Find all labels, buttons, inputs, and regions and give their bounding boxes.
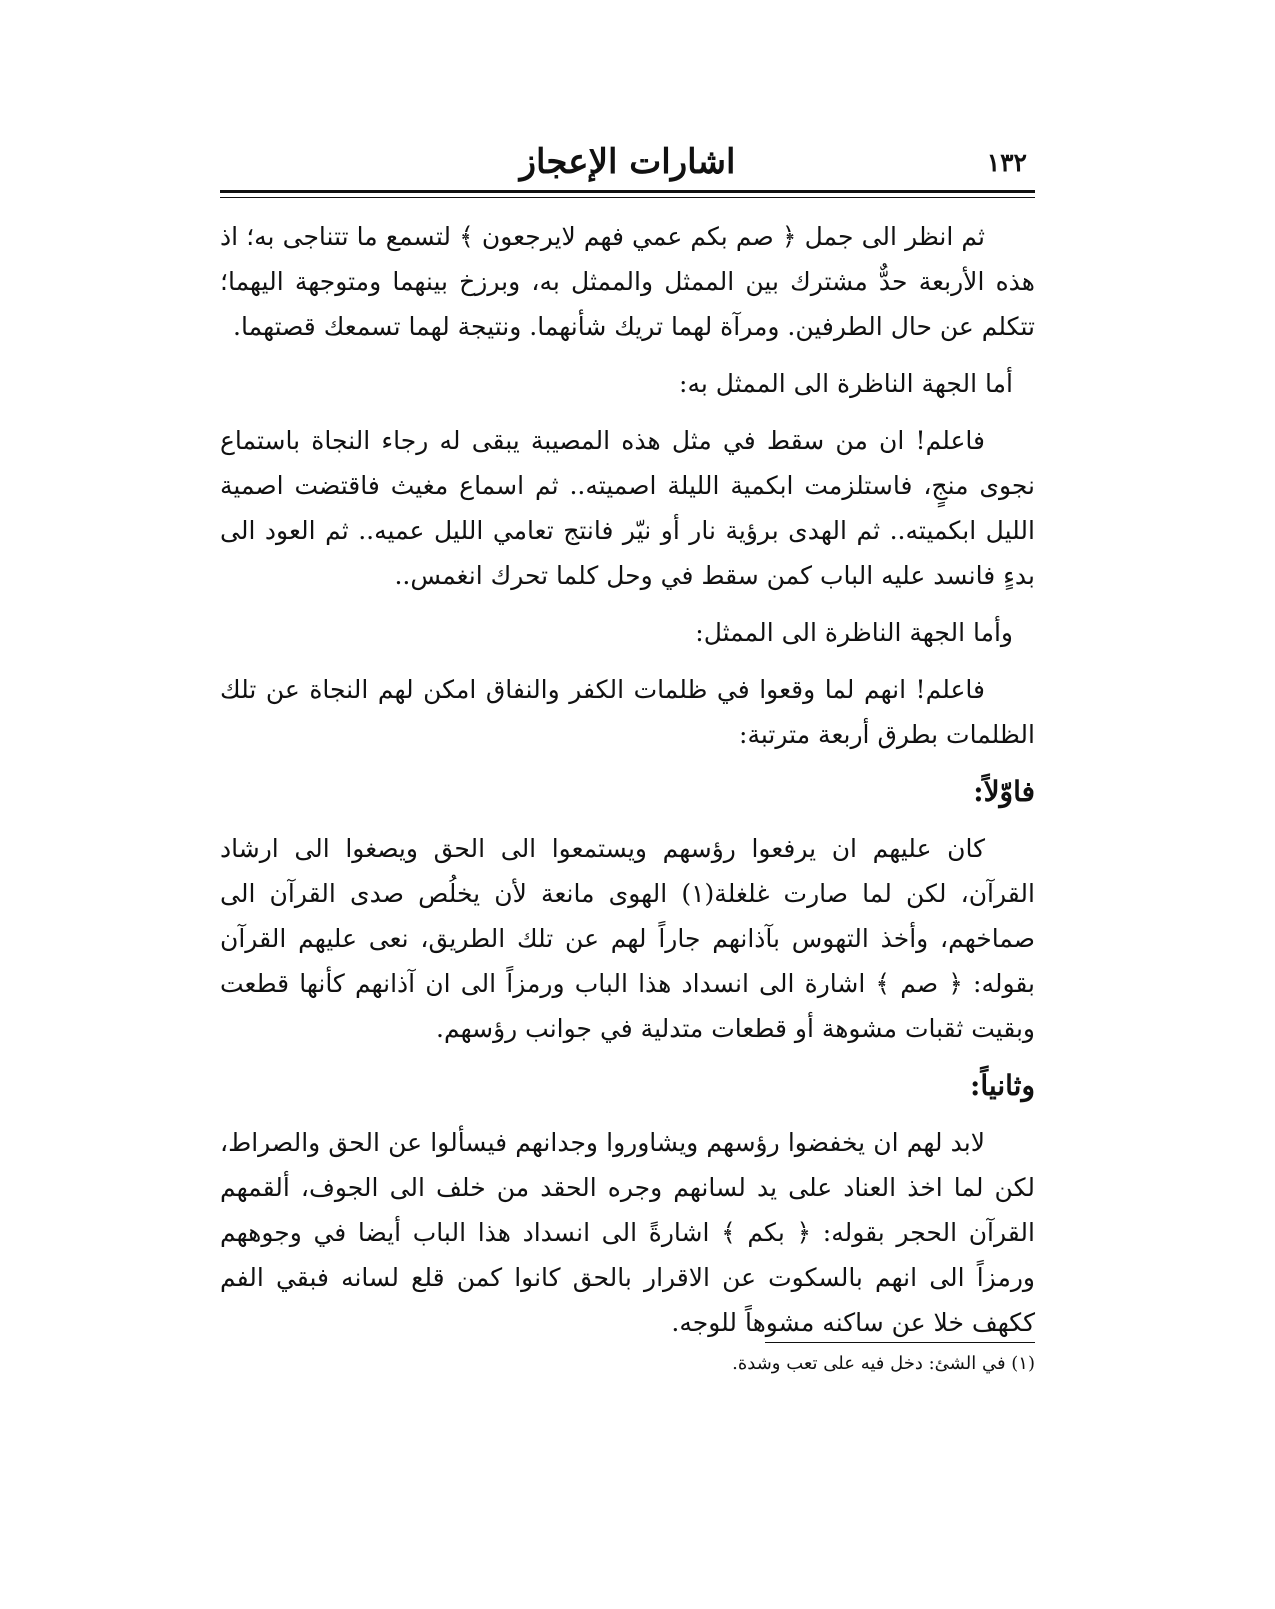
footnote-rule: [765, 1342, 1035, 1343]
body-text: [220, 214, 1035, 1357]
subheading: وثانياً:: [970, 1069, 1035, 1102]
subheading: فاوّلاً:: [973, 775, 1035, 808]
footnote: (١) في الشئ: دخل فيه على تعب وشدة.: [732, 1353, 1035, 1374]
page-number: ١٣٢: [986, 148, 1027, 177]
header-rule-thin: [220, 197, 1035, 198]
header-rule-thick: [220, 190, 1035, 193]
section-heading: وأما الجهة الناظرة الى الممثل:: [695, 618, 1013, 647]
section-heading: أما الجهة الناظرة الى الممثل به:: [679, 369, 1013, 398]
paragraph: فاعلم! ان من سقط في مثل هذه المصيبة يبقى له رجاء النجاة باستماع نجوى منجٍ، فاستلزمت ابكمية الليلة اصميته.. ثم اسماع مغيث فاقتضت اصمية الليل ابكميته.. ثم الهدى برؤية نار أو نيّر فانتج تعامي الليل عميه.. ثم العود الى بدءٍ فانسد عليه الباب كمن سقط في وحل كلما تحرك انغمس..: [220, 426, 1035, 590]
paragraph: كان عليهم ان يرفعوا رؤسهم ويستمعوا الى الحق ويصغوا الى ارشاد القرآن، لكن لما صارت غلغلة(١) الهوى مانعة لأن يخلُص صدى القرآن الى صماخهم، وأخذ التهوس بآذانهم جاراً لهم عن تلك الطريق، نعى عليهم القرآن بقوله: ﴿ صم ﴾ اشارة الى انسداد هذا الباب ورمزاً الى ان آذانهم كأنها قطعت وبقيت ثقبات مشوهة أو قطعات متدلية في جوانب رؤسهم.: [220, 834, 1035, 1043]
page-header: [220, 140, 1035, 192]
paragraph: فاعلم! انهم لما وقعوا في ظلمات الكفر والنفاق امكن لهم النجاة عن تلك الظلمات بطرق أربعة مترتبة:: [220, 675, 1035, 749]
paragraph: لابد لهم ان يخفضوا رؤسهم ويشاوروا وجدانهم فيسألوا عن الحق والصراط، لكن لما اخذ العناد على يد لسانهم وجره الحقد من خلف الى الجوف، ألقمهم القرآن الحجر بقوله: ﴿ بكم ﴾ اشارةً الى انسداد هذا الباب أيضا في وجوههم ورمزاً الى انهم بالسكوت عن الاقرار بالحق كانوا كمن قلع لسانه فبقي الفم ككهف خلا عن ساكنه مشوهاً للوجه.: [220, 1128, 1035, 1337]
running-title: اشارات الإعجاز: [519, 142, 736, 182]
paragraph: ثم انظر الى جمل ﴿ صم بكم عمي فهم لايرجعون ﴾ لتسمع ما تتناجى به؛ اذ هذه الأربعة حدٌّ مشترك بين الممثل والممثل به، وبرزخ بينهما ومتوجهة اليهما؛ تتكلم عن حال الطرفين. ومرآة لهما تريك شأنهما. ونتيجة لهما تسمعك قصتهما.: [220, 222, 1035, 341]
